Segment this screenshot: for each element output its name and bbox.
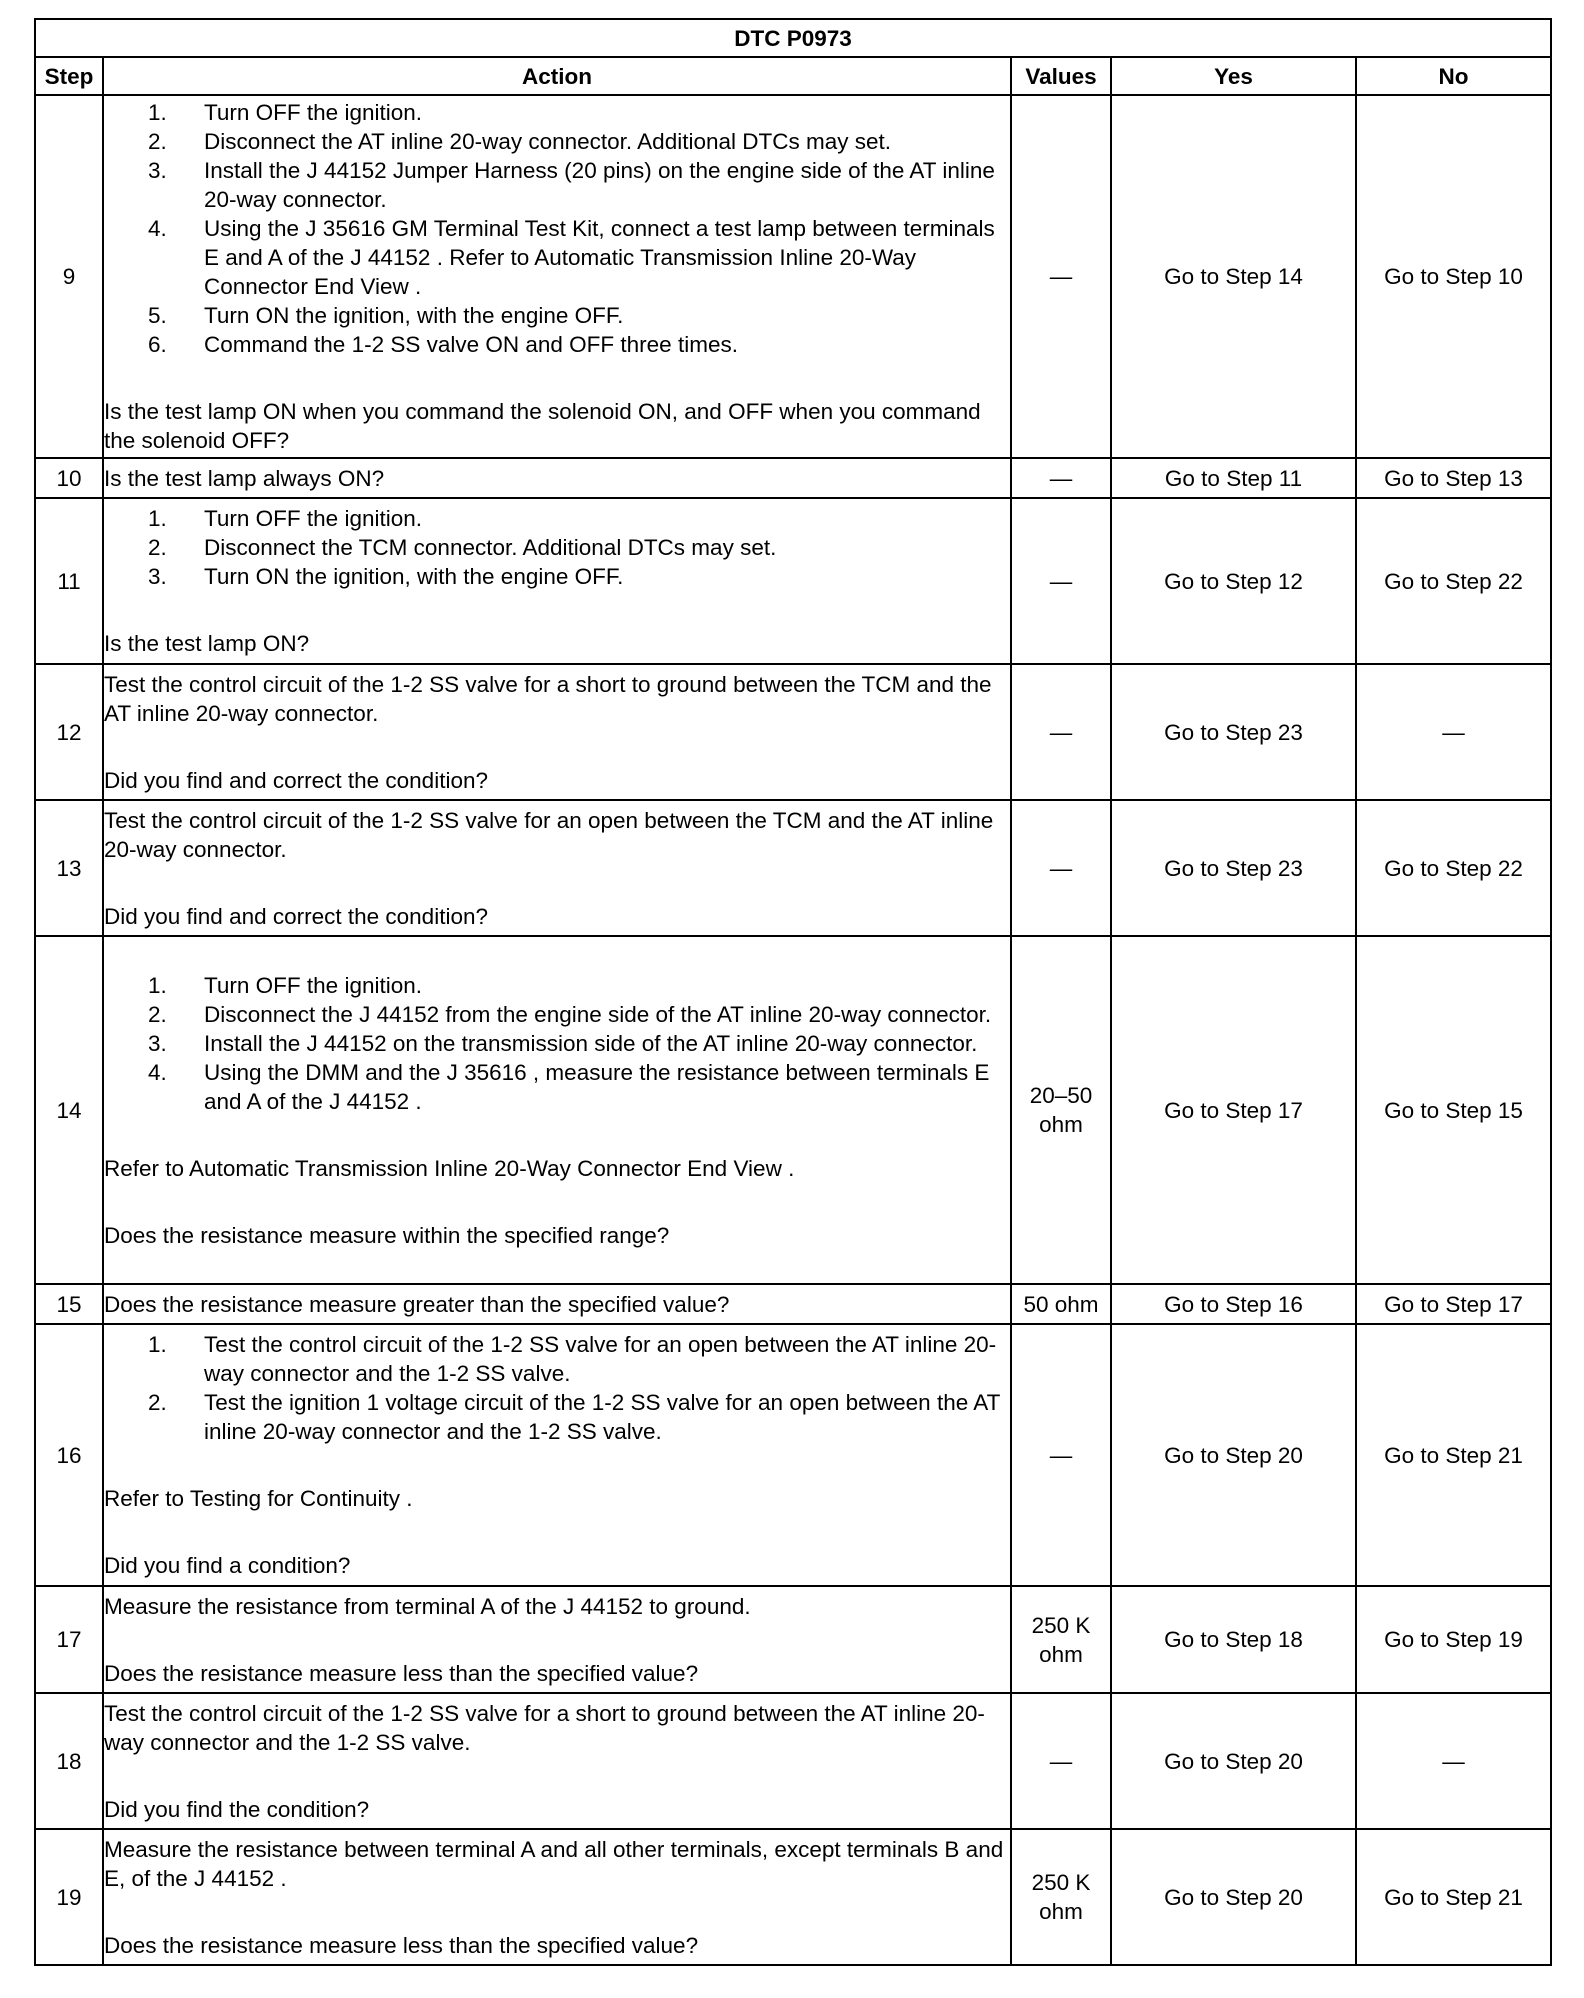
action-step: 6. Command the 1-2 SS valve ON and OFF three times. (148, 332, 738, 357)
value-cell: — (1011, 1693, 1111, 1829)
action-step: 2. Disconnect the J 44152 from the engine side of the AT inline 20-way connector. (148, 1001, 992, 1027)
yes-cell: Go to Step 14 (1111, 95, 1356, 458)
action-question: Did you find a condition? (104, 1553, 351, 1578)
step-number: 15 (35, 1284, 103, 1324)
action-question: Is the test lamp ON? (104, 631, 310, 656)
action-step: 5. Turn ON the ignition, with the engine OFF. (148, 303, 624, 328)
action-step: 2. Test the ignition 1 voltage circuit of the 1-2 SS valve for an open between the AT inline 20-way connector and the 1-2 SS valve. (148, 1390, 1000, 1444)
yes-cell: Go to Step 20 (1111, 1693, 1356, 1829)
action-cell (103, 1284, 1011, 1324)
action-cell (103, 664, 1011, 800)
header-no: No (1356, 57, 1551, 95)
table-row (35, 1693, 1551, 1829)
no-cell: Go to Step 10 (1356, 95, 1551, 458)
table-row (35, 1284, 1551, 1324)
dtc-table (34, 18, 1552, 1966)
action-text: Test the control circuit of the 1-2 SS valve for a short to ground between the TCM and the AT inline 20-way connector. (104, 671, 992, 726)
step-number: 18 (35, 1693, 103, 1829)
step-number: 9 (35, 95, 103, 458)
value-line: ohm (1039, 1641, 1083, 1667)
value-line: ohm (1039, 1112, 1083, 1137)
step-number: 19 (35, 1829, 103, 1965)
action-cell (103, 498, 1011, 664)
action-question: Did you find and correct the condition? (104, 903, 488, 929)
step-number: 13 (35, 800, 103, 936)
action-step: 3. Install the J 44152 on the transmission side of the AT inline 20-way connector. (148, 1030, 978, 1056)
action-cell (103, 1586, 1011, 1693)
step-number: 10 (35, 458, 103, 498)
action-text: Test the control circuit of the 1-2 SS valve for a short to ground between the AT inline 20-way connector and the 1-2 SS valve. (104, 1700, 985, 1755)
no-cell: Go to Step 22 (1356, 498, 1551, 664)
value-cell: — (1011, 800, 1111, 936)
header-step: Step (35, 57, 103, 95)
value-line: ohm (1039, 1899, 1083, 1924)
no-cell: — (1356, 664, 1551, 800)
action-step: 2. Disconnect the TCM connector. Additional DTCs may set. (148, 535, 777, 560)
yes-cell: Go to Step 23 (1111, 664, 1356, 800)
table-row (35, 498, 1551, 664)
no-cell: Go to Step 21 (1356, 1829, 1551, 1965)
table-row (35, 1324, 1551, 1586)
value-cell (1011, 936, 1111, 1284)
value-line: 20–50 (1029, 1083, 1093, 1108)
action-step: 1. Turn OFF the ignition. (148, 506, 423, 531)
action-steps (104, 98, 1010, 359)
action-question: Did you find and correct the condition? (104, 767, 488, 793)
action-steps (104, 504, 1010, 591)
yes-cell: Go to Step 12 (1111, 498, 1356, 664)
action-text: Measure the resistance from terminal A of the J 44152 to ground. (104, 1593, 751, 1619)
value-line: 250 K (1031, 1612, 1091, 1638)
value-cell: — (1011, 1324, 1111, 1586)
table-row (35, 458, 1551, 498)
no-cell: Go to Step 19 (1356, 1586, 1551, 1693)
value-cell (1011, 1586, 1111, 1693)
yes-cell: Go to Step 16 (1111, 1284, 1356, 1324)
step-number: 17 (35, 1586, 103, 1693)
header-action: Action (103, 57, 1011, 95)
action-cell (103, 458, 1011, 498)
no-cell: Go to Step 13 (1356, 458, 1551, 498)
action-step: 3. Install the J 44152 Jumper Harness (20 pins) on the engine side of the AT inline 20-way connector. (148, 158, 995, 212)
action-question: Does the resistance measure less than the specified value? (104, 1660, 699, 1686)
table-row (35, 1829, 1551, 1965)
yes-cell: Go to Step 20 (1111, 1829, 1356, 1965)
action-step: 1. Turn OFF the ignition. (148, 100, 423, 125)
header-row (35, 57, 1551, 95)
action-step: 2. Disconnect the AT inline 20-way connector. Additional DTCs may set. (148, 129, 892, 154)
yes-cell: Go to Step 18 (1111, 1586, 1356, 1693)
action-step: 4. Using the DMM and the J 35616 , measure the resistance between terminals E and A of the J 44152 . (148, 1059, 990, 1114)
step-number: 11 (35, 498, 103, 664)
action-cell (103, 95, 1011, 458)
table-title: DTC P0973 (35, 19, 1551, 57)
action-step: 1. Turn OFF the ignition. (148, 972, 423, 998)
action-question: Is the test lamp ON when you command the solenoid ON, and OFF when you command the solenoid OFF? (104, 399, 981, 453)
value-cell: 50 ohm (1011, 1284, 1111, 1324)
no-cell: Go to Step 21 (1356, 1324, 1551, 1586)
header-yes: Yes (1111, 57, 1356, 95)
yes-cell: Go to Step 20 (1111, 1324, 1356, 1586)
step-number: 12 (35, 664, 103, 800)
value-cell: — (1011, 95, 1111, 458)
action-text: Measure the resistance between terminal A and all other terminals, except terminals B and E, of the J 44152 . (104, 1836, 1004, 1891)
yes-cell: Go to Step 17 (1111, 936, 1356, 1284)
step-number: 14 (35, 936, 103, 1284)
action-cell (103, 1324, 1011, 1586)
dtc-document (34, 18, 1550, 1966)
action-step: 3. Turn ON the ignition, with the engine OFF. (148, 564, 624, 589)
action-question: Is the test lamp always ON? (104, 465, 385, 491)
title-row (35, 19, 1551, 57)
action-cell (103, 1829, 1011, 1965)
table-row (35, 95, 1551, 458)
no-cell: — (1356, 1693, 1551, 1829)
value-cell (1011, 1829, 1111, 1965)
yes-cell: Go to Step 11 (1111, 458, 1356, 498)
no-cell: Go to Step 22 (1356, 800, 1551, 936)
header-values: Values (1011, 57, 1111, 95)
action-refer: Refer to Automatic Transmission Inline 20-Way Connector End View . (104, 1155, 795, 1181)
value-cell: — (1011, 498, 1111, 664)
action-question: Did you find the condition? (104, 1796, 370, 1822)
no-cell: Go to Step 17 (1356, 1284, 1551, 1324)
no-cell: Go to Step 15 (1356, 936, 1551, 1284)
action-step: 4. Using the J 35616 GM Terminal Test Kit, connect a test lamp between terminals E and A of the J 44152 . Refer to Automatic Transmission Inline 20-Way Connector End View . (148, 216, 995, 299)
step-number: 16 (35, 1324, 103, 1586)
table-row (35, 800, 1551, 936)
action-steps (104, 971, 1010, 1116)
value-cell: — (1011, 664, 1111, 800)
action-text: Test the control circuit of the 1-2 SS valve for an open between the TCM and the AT inline 20-way connector. (104, 807, 994, 862)
action-cell (103, 1693, 1011, 1829)
value-cell: — (1011, 458, 1111, 498)
action-step: 1. Test the control circuit of the 1-2 SS valve for an open between the AT inline 20-way connector and the 1-2 SS valve. (148, 1332, 997, 1386)
action-question: Does the resistance measure within the specified range? (104, 1222, 670, 1248)
action-cell (103, 800, 1011, 936)
action-steps (104, 1330, 1010, 1446)
action-refer: Refer to Testing for Continuity . (104, 1486, 413, 1511)
yes-cell: Go to Step 23 (1111, 800, 1356, 936)
action-question: Does the resistance measure greater than the specified value? (104, 1291, 730, 1317)
action-question: Does the resistance measure less than the specified value? (104, 1932, 699, 1958)
table-row (35, 936, 1551, 1284)
table-row (35, 664, 1551, 800)
table-row (35, 1586, 1551, 1693)
value-line: 250 K (1031, 1870, 1091, 1895)
action-cell (103, 936, 1011, 1284)
